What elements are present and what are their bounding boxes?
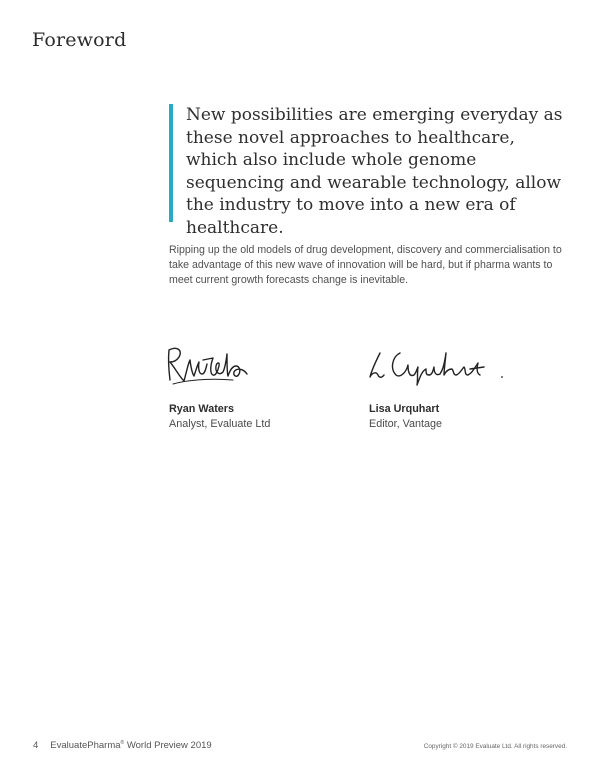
pull-quote-text: New possibilities are emerging everyday as these novel approaches to healthcare, which also include whole genome sequencing and wearable technology, allow the industry to move into a new era of healthcare. bbox=[186, 105, 563, 238]
trademark-symbol: ® bbox=[120, 740, 125, 746]
signer-ryan-waters bbox=[169, 402, 270, 432]
signer-role: Editor, Vantage bbox=[369, 418, 443, 430]
publication-brand: EvaluatePharma bbox=[50, 740, 121, 751]
page-title: Foreword bbox=[32, 29, 127, 51]
publication-name: World Preview 2019 bbox=[124, 740, 212, 751]
footer-publication bbox=[33, 740, 212, 751]
signature-ryan-waters bbox=[163, 340, 253, 392]
signer-role: Analyst, Evaluate Ltd bbox=[169, 418, 271, 430]
body-paragraph: Ripping up the old models of drug development, discovery and commercialisation to take advantage of this new wave of innovation will be hard, but if pharma wants to meet current growth forecasts change is inevitable. bbox=[169, 244, 562, 286]
footer-copyright: Copyright © 2019 Evaluate Ltd. All rights reserved. bbox=[423, 743, 567, 750]
signer-name: Lisa Urquhart bbox=[369, 403, 440, 415]
signer-name: Ryan Waters bbox=[169, 403, 235, 415]
signer-lisa-urquhart bbox=[369, 402, 442, 432]
pull-quote bbox=[169, 104, 568, 238]
page-number: 4 bbox=[33, 740, 39, 751]
signature-lisa-urquhart bbox=[362, 347, 512, 387]
